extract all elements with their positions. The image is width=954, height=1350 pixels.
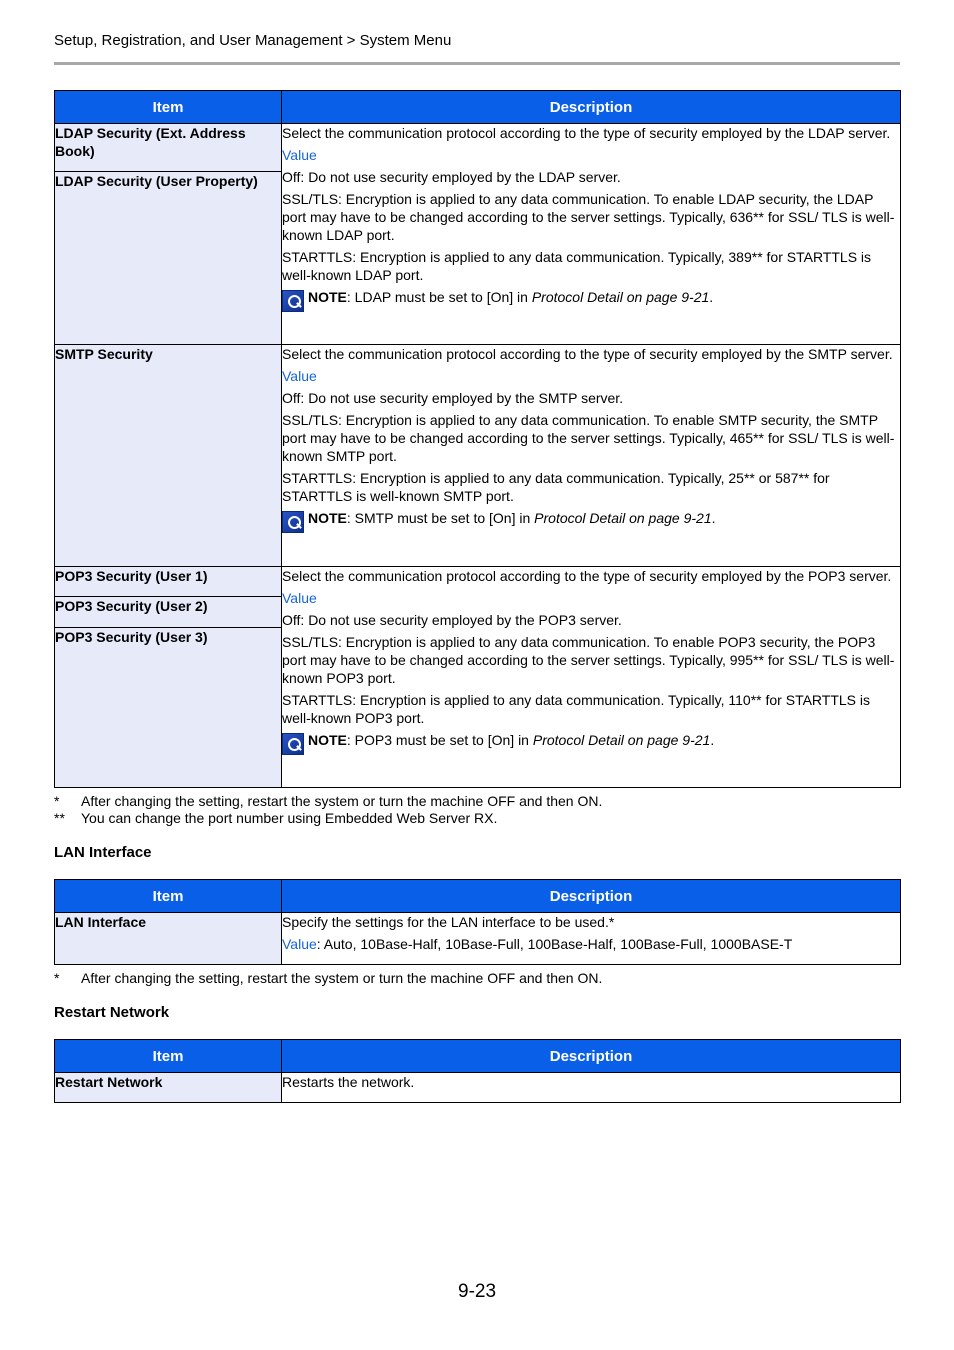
note-icon: [282, 290, 304, 312]
smtp-intro: Select the communication protocol according to the type of security employed by the SMTP server.: [282, 346, 893, 362]
footnote-mark: *: [54, 970, 60, 986]
page-number: 9-23: [458, 1281, 497, 1302]
footnote-text: You can change the port number using Embedded Web Server RX.: [81, 810, 498, 826]
table-row: [55, 567, 901, 597]
ldap-note: [282, 288, 900, 312]
pop3-intro: Select the communication protocol according to the type of security employed by the POP3 server.: [282, 568, 892, 584]
table-header-row: [55, 880, 901, 913]
item-pop3-user-2: POP3 Security (User 2): [55, 597, 282, 628]
smtp-note: [282, 509, 900, 533]
footnote-mark: **: [54, 810, 65, 826]
note-reference-link[interactable]: Protocol Detail on page 9-21: [531, 289, 710, 305]
note-text: : SMTP must be set to [On] in: [346, 510, 535, 526]
footnote-text: After changing the setting, restart the system or turn the machine OFF and then ON.: [81, 793, 603, 809]
footnote: [54, 793, 602, 810]
note-end: .: [710, 732, 715, 748]
note-reference-link[interactable]: Protocol Detail on page 9-21: [534, 510, 712, 526]
column-header-item: Item: [55, 880, 282, 913]
note-text: : POP3 must be set to [On] in: [346, 732, 533, 748]
table-header-row: [55, 91, 901, 124]
smtp-ssl: SSL/TLS: Encryption is applied to any data communication. To enable SMTP security, the SMTP port may have to be changed according to the server settings. Typically, 465** for SSL/ TLS is well-known SMTP port.: [282, 412, 895, 464]
note-label: NOTE: [308, 510, 347, 526]
table-header-row: [55, 1040, 901, 1073]
ldap-off: Off: Do not use security employed by the LDAP server.: [282, 169, 621, 185]
note-reference-link[interactable]: Protocol Detail on page 9-21: [532, 732, 711, 748]
column-header-item: Item: [55, 91, 282, 124]
lan-value-label: Value: [282, 936, 317, 952]
item-pop3-user-3: POP3 Security (User 3): [55, 628, 282, 788]
running-header: Setup, Registration, and User Management > System Menu: [54, 32, 452, 49]
table-row: [55, 124, 901, 172]
pop3-value-label: Value: [282, 590, 317, 606]
lan-interface-description: [282, 913, 901, 965]
item-pop3-user-1: POP3 Security (User 1): [55, 567, 282, 597]
ldap-value-label: Value: [282, 147, 317, 163]
header-rule: [54, 62, 900, 65]
column-header-item: Item: [55, 1040, 282, 1073]
section-title-lan-interface: LAN Interface: [54, 844, 152, 861]
restart-network-table: [54, 1039, 901, 1103]
footnote: [54, 810, 497, 827]
item-smtp-security: SMTP Security: [55, 345, 282, 567]
table-row: [55, 345, 901, 567]
ldap-starttls: STARTTLS: Encryption is applied to any data communication. Typically, 389** for STARTTLS is well-known LDAP port.: [282, 249, 872, 283]
ldap-intro: Select the communication protocol according to the type of security employed by the LDAP server.: [282, 125, 891, 141]
ldap-description: [282, 124, 901, 345]
note-end: .: [709, 289, 714, 305]
footnote: [54, 970, 602, 987]
note-label: NOTE: [308, 732, 347, 748]
lan-interface-desc: Specify the settings for the LAN interface to be used.*: [282, 914, 615, 930]
smtp-value-label: Value: [282, 368, 317, 384]
item-ldap-ext-address-book: LDAP Security (Ext. Address Book): [55, 124, 282, 172]
security-table: [54, 90, 901, 788]
footnote-mark: *: [54, 793, 60, 809]
note-icon: [282, 511, 304, 533]
note-label: NOTE: [308, 289, 347, 305]
column-header-description: Description: [282, 91, 901, 124]
smtp-starttls: STARTTLS: Encryption is applied to any data communication. Typically, 25** or 587** for STARTTLS is well-known SMTP port.: [282, 470, 830, 504]
ldap-ssl: SSL/TLS: Encryption is applied to any data communication. To enable LDAP security, the LDAP port may have to be changed according to the server settings. Typically, 636** for SSL/ TLS is well-known LDAP port.: [282, 191, 895, 243]
lan-value-text: : Auto, 10Base-Half, 10Base-Full, 100Base-Half, 100Base-Full, 1000BASE-T: [316, 936, 793, 952]
smtp-off: Off: Do not use security employed by the SMTP server.: [282, 390, 624, 406]
lan-interface-table: [54, 879, 901, 965]
table-row: [55, 1073, 901, 1103]
item-lan-interface: LAN Interface: [55, 913, 282, 965]
note-text: : LDAP must be set to [On] in: [346, 289, 532, 305]
pop3-ssl: SSL/TLS: Encryption is applied to any data communication. To enable POP3 security, the POP3 port may have to be changed according to the server settings. Typically, 995** for SSL/ TLS is well-known POP3 port.: [282, 634, 895, 686]
restart-network-description: Restarts the network.: [282, 1073, 901, 1103]
note-end: .: [711, 510, 716, 526]
item-ldap-user-property: LDAP Security (User Property): [55, 172, 282, 345]
section-title-restart-network: Restart Network: [54, 1004, 170, 1021]
pop3-note: [282, 731, 900, 755]
column-header-description: Description: [282, 880, 901, 913]
pop3-description: [282, 567, 901, 788]
table-row: [55, 913, 901, 965]
footnote-text: After changing the setting, restart the system or turn the machine OFF and then ON.: [81, 970, 603, 986]
pop3-starttls: STARTTLS: Encryption is applied to any data communication. Typically, 110** for STARTTLS is well-known POP3 port.: [282, 692, 870, 726]
pop3-off: Off: Do not use security employed by the POP3 server.: [282, 612, 622, 628]
column-header-description: Description: [282, 1040, 901, 1073]
smtp-description: [282, 345, 901, 567]
note-icon: [282, 733, 304, 755]
item-restart-network: Restart Network: [55, 1073, 282, 1103]
